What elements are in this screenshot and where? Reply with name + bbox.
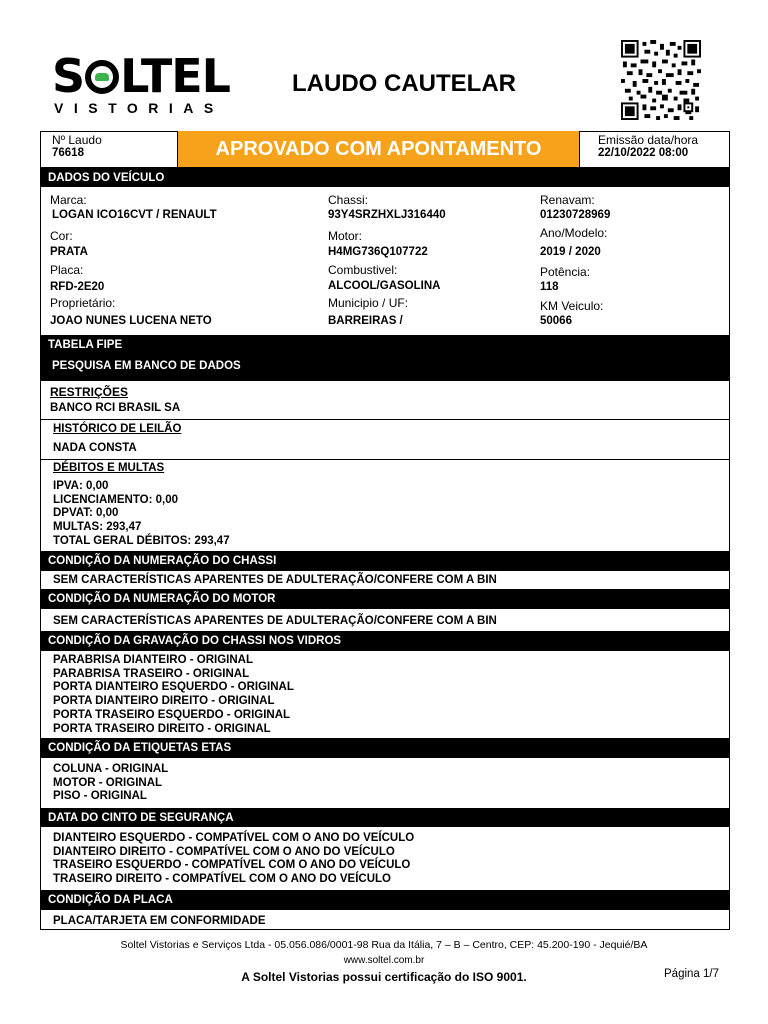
debitos-list [53, 480, 230, 549]
list-item: MOTOR - ORIGINAL [53, 776, 163, 789]
logo-text-right: LTEL [120, 49, 230, 103]
marca-value: LOGAN ICO16CVT / RENAULT [52, 209, 217, 221]
car-in-o-icon [85, 60, 119, 94]
list-item: PORTA TRASEIRO ESQUERDO - ORIGINAL [53, 708, 291, 721]
logo-text-left: S [52, 49, 85, 103]
municipio-label: Municipio / UF: [328, 296, 409, 310]
km-value: 50066 [540, 315, 572, 327]
list-item: DIANTEIRO ESQUERDO - COMPATÍVEL COM O ANO DO VEÍCULO [53, 832, 415, 844]
municipio-value: BARREIRAS / [328, 315, 403, 327]
etiquetas-list [53, 763, 168, 804]
restricoes-title: RESTRIÇÕES [50, 385, 129, 399]
section-header-motor: CONDIÇÃO DA NUMERAÇÃO DO MOTOR [41, 589, 729, 609]
section-header-etiquetas: CONDIÇÃO DA ETIQUETAS ETAS [41, 738, 729, 758]
placa-label: Placa: [50, 263, 84, 277]
list-item: COLUNA - ORIGINAL [53, 763, 169, 775]
divider [41, 459, 729, 460]
footer-website: www.soltel.com.br [343, 955, 425, 966]
fipe-title: TABELA FIPE [48, 339, 123, 351]
page-number: Página 1/7 [664, 968, 719, 980]
motor-label: Motor: [328, 229, 363, 243]
list-item: PARABRISA DIANTEIRO - ORIGINAL [53, 654, 253, 666]
combustivel-value: ALCOOL/GASOLINA [328, 280, 441, 292]
fipe-pesquisa: PESQUISA EM BANCO DE DADOS [52, 360, 241, 372]
section-header-placa: CONDIÇÃO DA PLACA [41, 890, 729, 910]
qr-code-icon [620, 40, 702, 120]
list-item: PARABRISA TRASEIRO - ORIGINAL [53, 667, 250, 680]
leilao-title: HISTÓRICO DE LEILÃO [53, 423, 182, 435]
list-item: TRASEIRO ESQUERDO - COMPATÍVEL COM O ANO DO VEÍCULO [53, 859, 411, 872]
motor-value: H4MG736Q107722 [328, 246, 428, 258]
laudo-cell [40, 131, 178, 168]
cor-label: Cor: [50, 229, 73, 243]
list-item: PISO - ORIGINAL [53, 790, 147, 803]
cinto-list [53, 832, 414, 887]
proprietario-label: Proprietário: [50, 296, 116, 310]
ano-label: Ano/Modelo: [540, 226, 608, 240]
motor-condition: SEM CARACTERÍSTICAS APARENTES DE ADULTERAÇÃO/CONFERE COM A BIN [53, 615, 497, 627]
chassi-value: 93Y4SRZHXLJ316440 [328, 209, 446, 221]
list-item: PORTA TRASEIRO DIREITO - ORIGINAL [53, 722, 271, 735]
laudo-label: Nº Laudo [52, 133, 102, 147]
placa-condition: PLACA/TARJETA EM CONFORMIDADE [53, 915, 266, 927]
restricoes-value: BANCO RCI BRASIL SA [50, 402, 181, 414]
section-header-chassi: CONDIÇÃO DA NUMERAÇÃO DO CHASSI [41, 551, 729, 571]
footer-company: Soltel Vistorias e Serviços Ltda - 05.056.086/0001-98 Rua da Itália, 7 – B – Centro, CEP: 45.200-190 - Jequié/BA [120, 939, 648, 951]
list-item: MULTAS: 293,47 [53, 521, 142, 534]
renavam-value: 01230728969 [540, 209, 611, 221]
debitos-title: DÉBITOS E MULTAS [53, 462, 165, 474]
potencia-value: 118 [540, 281, 559, 293]
combustivel-label: Combustivel: [328, 263, 398, 277]
emissao-label: Emissão data/hora [598, 133, 699, 147]
logo-subtitle: VISTORIAS [54, 100, 224, 116]
section-header-cinto: DATA DO CINTO DE SEGURANÇA [41, 808, 729, 827]
chassi-label: Chassi: [328, 193, 369, 207]
list-item: PORTA DIANTEIRO ESQUERDO - ORIGINAL [53, 681, 294, 694]
km-label: KM Veiculo: [540, 299, 604, 313]
marca-label: Marca: [50, 193, 87, 207]
section-header-vehicle: DADOS DO VEÍCULO [41, 168, 729, 187]
divider [41, 419, 729, 420]
status-badge: APROVADO COM APONTAMENTO [178, 131, 580, 168]
list-item: TRASEIRO DIREITO - COMPATÍVEL COM O ANO DO VEÍCULO [53, 873, 391, 886]
laudo-number: 76618 [52, 147, 84, 159]
list-item: TOTAL GERAL DÉBITOS: 293,47 [53, 534, 230, 547]
leilao-value: NADA CONSTA [53, 442, 137, 454]
list-item: LICENCIAMENTO: 0,00 [53, 493, 179, 506]
chassi-condition: SEM CARACTERÍSTICAS APARENTES DE ADULTERAÇÃO/CONFERE COM A BIN [53, 574, 497, 586]
section-header-vidros: CONDIÇÃO DA GRAVAÇÃO DO CHASSI NOS VIDROS [41, 631, 729, 651]
emissao-value: 22/10/2022 08:00 [598, 147, 689, 159]
renavam-label: Renavam: [540, 193, 595, 207]
document-title: LAUDO CAUTELAR [292, 70, 516, 97]
list-item: DPVAT: 0,00 [53, 507, 119, 520]
section-header-fipe [41, 335, 729, 381]
potencia-label: Potência: [540, 265, 591, 279]
list-item: PORTA DIANTEIRO DIREITO - ORIGINAL [53, 695, 275, 708]
proprietario-value: JOAO NUNES LUCENA NETO [50, 315, 212, 327]
list-item: IPVA: 0,00 [53, 480, 109, 492]
placa-value: RFD-2E20 [50, 281, 105, 293]
footer-iso: A Soltel Vistorias possui certificação do ISO 9001. [241, 970, 527, 984]
company-logo [52, 49, 242, 122]
list-item: DIANTEIRO DIREITO - COMPATÍVEL COM O ANO DO VEÍCULO [53, 845, 395, 858]
vidros-list [53, 654, 294, 736]
ano-value: 2019 / 2020 [540, 246, 601, 258]
cor-value: PRATA [50, 246, 88, 258]
